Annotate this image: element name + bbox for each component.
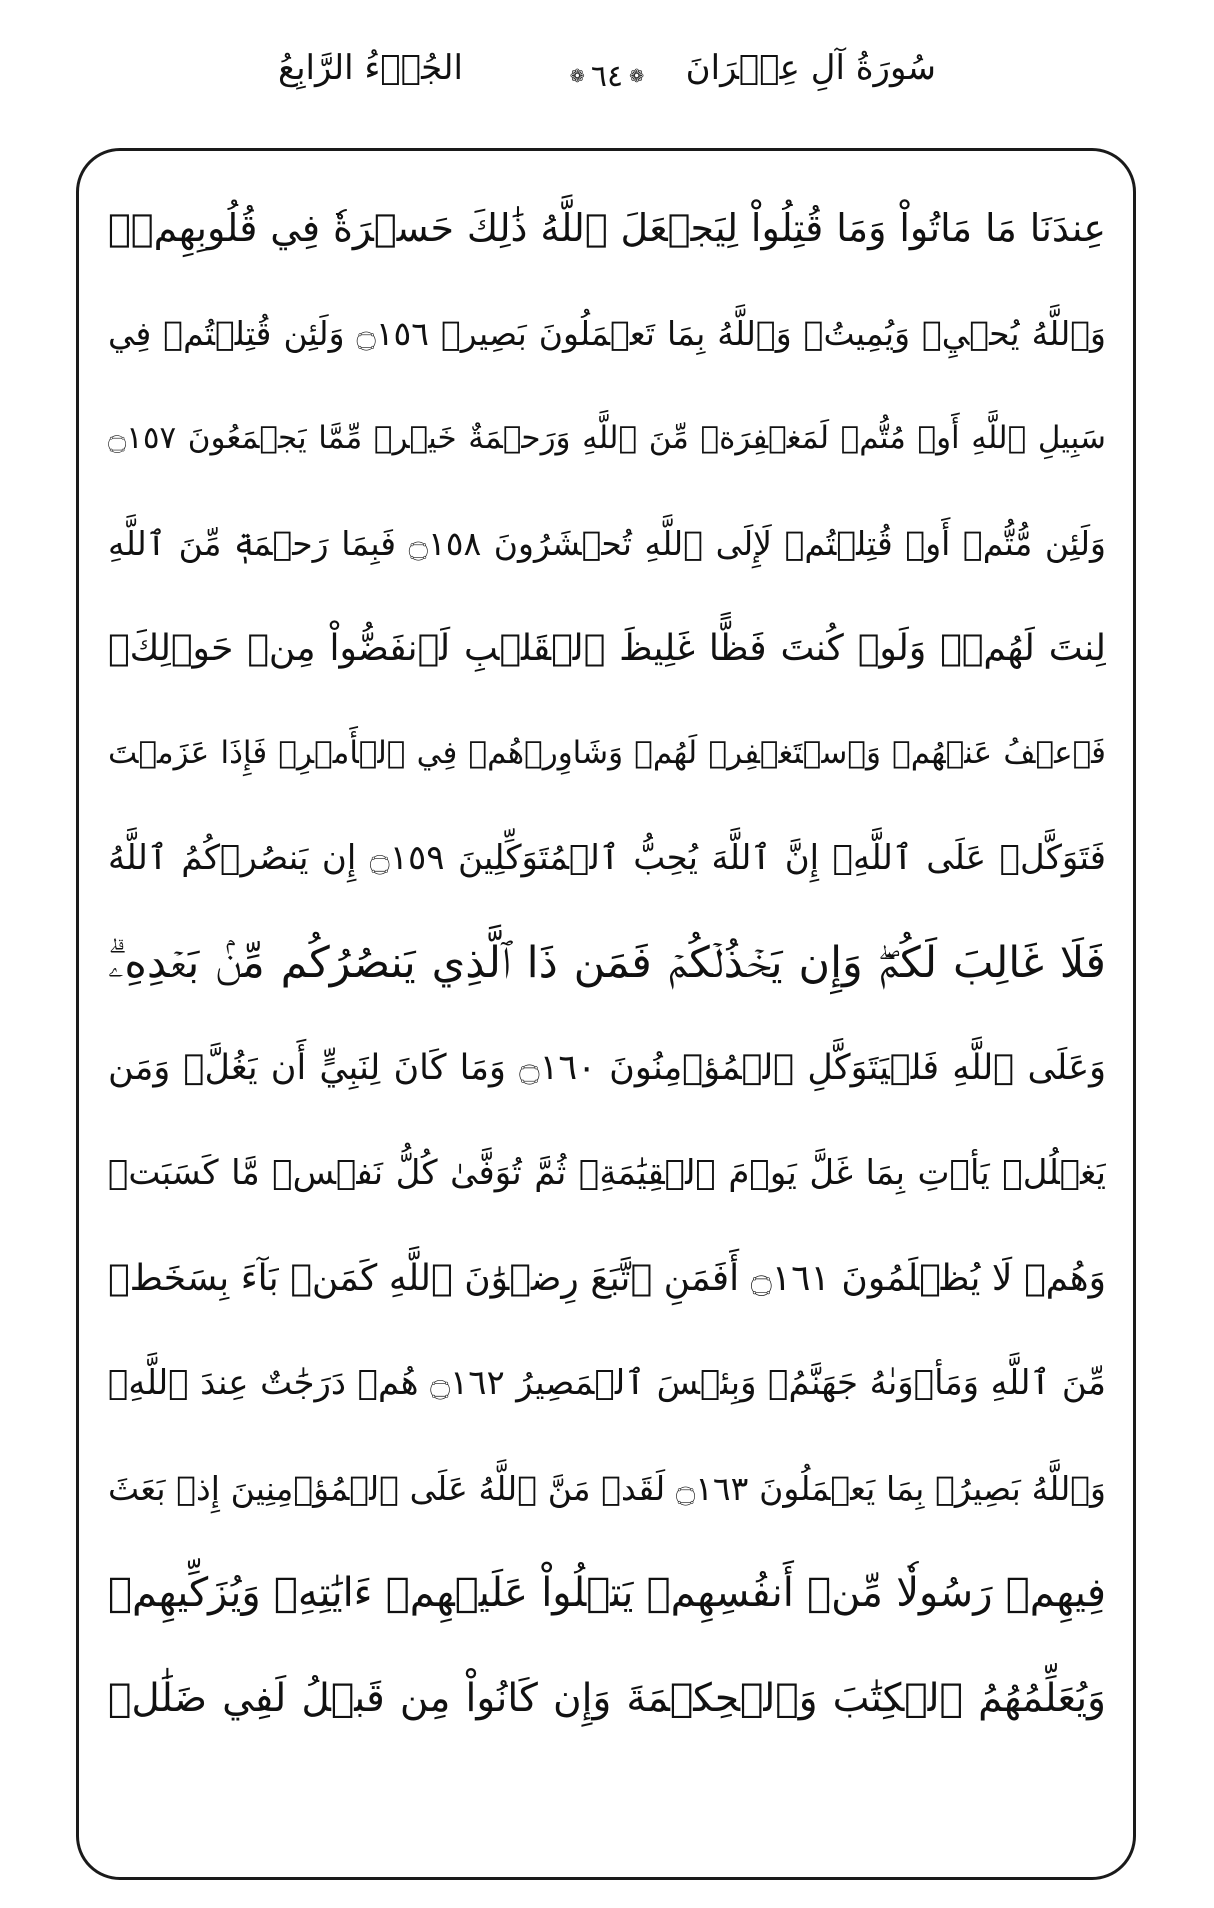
line-text: فَتَوَكَّلۡ عَلَى ٱللَّهِۚ إِنَّ ٱللَّهَ يُحِبُّ ٱلۡمُتَوَكِّلِينَ ۝١٥٩ إِن يَنصُرۡكُمُ ٱللَّهُ — [108, 838, 1106, 878]
line-text: وَٱللَّهُ يُحۡيِۦ وَيُمِيتُۗ وَٱللَّهُ بِمَا تَعۡمَلُونَ بَصِيرٞ ۝١٥٦ وَلَئِن قُتِلۡتُمۡ فِي — [108, 314, 1106, 353]
juz-name: الجُزۡءُ الرَّابِعُ — [278, 48, 463, 88]
text-line — [108, 176, 1106, 281]
line-text: مِّنَ ٱللَّهِ وَمَأۡوَىٰهُ جَهَنَّمُۖ وَبِئۡسَ ٱلۡمَصِيرُ ۝١٦٢ هُمۡ دَرَجَٰتٌ عِندَ ٱللَّهِۗ — [108, 1363, 1106, 1403]
text-line — [108, 1331, 1106, 1436]
text-line — [108, 701, 1106, 806]
page-number: ٦٤ — [590, 58, 624, 94]
text-line — [108, 596, 1106, 701]
line-text: وَيُعَلِّمُهُمُ ٱلۡكِتَٰبَ وَٱلۡحِكۡمَةَ وَإِن كَانُواْ مِن قَبۡلُ لَفِي ضَلَٰلٖ — [108, 1676, 1106, 1721]
line-text: وَعَلَى ٱللَّهِ فَلۡيَتَوَكَّلِ ٱلۡمُؤۡمِنُونَ ۝١٦٠ وَمَا كَانَ لِنَبِيٍّ أَن يَغُلَّۚ وَمَن — [108, 1048, 1106, 1088]
text-line — [108, 1226, 1106, 1331]
text-line — [108, 1121, 1106, 1226]
page-number-badge — [557, 54, 657, 98]
text-line — [108, 281, 1106, 386]
line-text: فَلَا غَالِبَ لَكُمۡۖ وَإِن يَخۡذُلۡكُمۡ فَمَن ذَا ٱلَّذِي يَنصُرُكُم مِّنۢ بَعۡدِهِۦۗ — [108, 938, 1106, 988]
line-text: فِيهِمۡ رَسُولٗا مِّنۡ أَنفُسِهِمۡ يَتۡلُواْ عَلَيۡهِمۡ ءَايَٰتِهِۦ وَيُزَكِّيهِمۡ — [108, 1570, 1106, 1616]
line-text: يَغۡلُلۡ يَأۡتِ بِمَا غَلَّ يَوۡمَ ٱلۡقِيَٰمَةِۚ ثُمَّ تُوَفَّىٰ كُلُّ نَفۡسٖ مَّا كَسَبَتۡ — [108, 1153, 1106, 1193]
line-text: وَلَئِن مُّتُّمۡ أَوۡ قُتِلۡتُمۡ لَإِلَى ٱللَّهِ تُحۡشَرُونَ ۝١٥٨ فَبِمَا رَحۡمَةٖ مِّنَ ٱللَّهِ — [108, 524, 1106, 563]
line-text: وَٱللَّهُ بَصِيرُۢ بِمَا يَعۡمَلُونَ ۝١٦٣ لَقَدۡ مَنَّ ٱللَّهُ عَلَى ٱلۡمُؤۡمِنِينَ إِذۡ بَعَثَ — [108, 1469, 1106, 1508]
ornament-icon: ❁ — [629, 65, 645, 87]
text-line — [108, 1646, 1106, 1751]
text-line — [108, 1541, 1106, 1646]
quran-text — [108, 176, 1106, 1856]
line-text: لِنتَ لَهُمۡۖ وَلَوۡ كُنتَ فَظًّا غَلِيظَ ٱلۡقَلۡبِ لَٱنفَضُّواْ مِنۡ حَوۡلِكَۖ — [108, 628, 1106, 669]
line-text: سَبِيلِ ٱللَّهِ أَوۡ مُتُّمۡ لَمَغۡفِرَةٞ مِّنَ ٱللَّهِ وَرَحۡمَةٌ خَيۡرٞ مِّمَّا يَجۡمَعُونَ ۝١٥٧ — [108, 420, 1106, 456]
surah-name: سُورَةُ آلِ عِمۡرَانَ — [685, 48, 936, 88]
text-line — [108, 386, 1106, 491]
line-text: عِندَنَا مَا مَاتُواْ وَمَا قُتِلُواْ لِيَجۡعَلَ ٱللَّهُ ذَٰلِكَ حَسۡرَةٗ فِي قُلُوبِهِمۡۗ — [108, 206, 1106, 250]
ornament-icon: ❁ — [569, 65, 585, 87]
line-text: فَٱعۡفُ عَنۡهُمۡ وَٱسۡتَغۡفِرۡ لَهُمۡ وَشَاوِرۡهُمۡ فِي ٱلۡأَمۡرِۖ فَإِذَا عَزَمۡتَ — [108, 735, 1106, 771]
text-line — [108, 1436, 1106, 1541]
line-text: وَهُمۡ لَا يُظۡلَمُونَ ۝١٦١ أَفَمَنِ ٱتَّبَعَ رِضۡوَٰنَ ٱللَّهِ كَمَنۢ بَآءَ بِسَخَطٖ — [108, 1258, 1106, 1299]
text-line — [108, 911, 1106, 1016]
page-header — [0, 40, 1214, 120]
text-line — [108, 491, 1106, 596]
text-line — [108, 1016, 1106, 1121]
text-line — [108, 806, 1106, 911]
